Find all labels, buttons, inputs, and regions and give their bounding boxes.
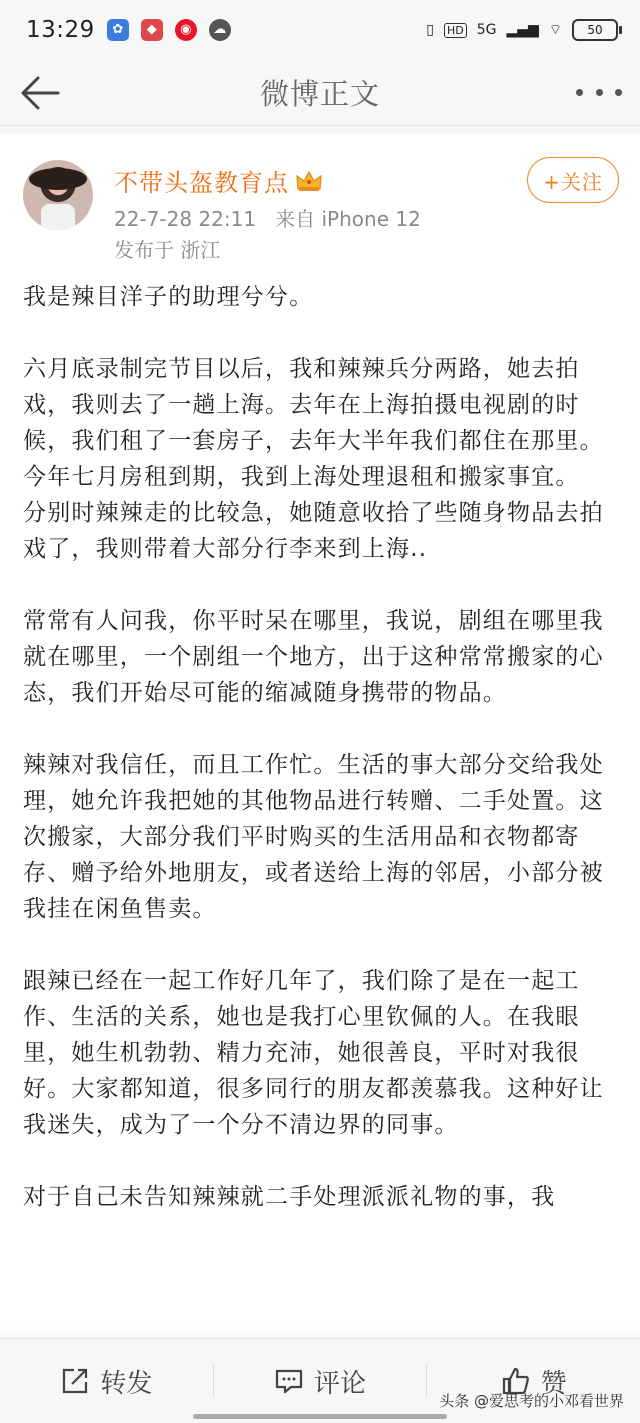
signal-icon: ▂▄▆ (506, 22, 539, 38)
post-card (0, 133, 640, 1333)
post-meta (114, 203, 421, 232)
repost-label: 转发 (100, 1368, 153, 1399)
vibrate-icon: ▯ (426, 22, 434, 38)
home-indicator[interactable] (193, 1414, 447, 1419)
post-body (23, 279, 617, 1215)
status-bar (0, 0, 640, 60)
page-title: 微博正文 (259, 77, 380, 111)
comment-icon (274, 1366, 304, 1396)
watermark: 头条 @爱思考的小邓看世界 (439, 1392, 624, 1410)
post-paragraph: 六月底录制完节目以后，我和辣辣兵分两路，她去拍戏，我则去了一趟上海。去年在上海拍摄电视剧的时候，我们租了一套房子，去年大半年我们都住在那里。今年七月房租到期，我到上海处理退租和搬家事宜。 (23, 356, 604, 490)
comment-label: 评论 (314, 1368, 367, 1399)
post-paragraph: 跟辣已经在一起工作好几年了，我们除了是在一起工作、生活的关系，她也是我打心里钦佩的人。在我眼里，她生机勃勃、精力充沛，她很善良，平时对我很好。大家都知道，很多同行的朋友都羡慕我。这种好让我迷失，成为了一个分不清边界的同事。 (23, 968, 604, 1138)
post-paragraph: 常常有人问我，你平时呆在哪里，我说，剧组在哪里我就在哪里，一个剧组一个地方，出于这种常常搬家的心态，我们开始尽可能的缩减随身携带的物品。 (23, 608, 604, 706)
battery-indicator: 50 (572, 19, 618, 41)
post-paragraph: 分别时辣辣走的比较急，她随意收拾了些随身物品去拍戏了，我则带着大部分行李来到上海.. (23, 500, 604, 562)
nav-bar (0, 60, 640, 126)
avatar[interactable] (23, 160, 93, 230)
post-location: 发布于 浙江 (114, 238, 221, 262)
like-label: 赞 (540, 1368, 567, 1399)
comment-button[interactable] (214, 1351, 427, 1411)
app-notification-icon: ✿ (107, 19, 129, 41)
post-paragraph: 对于自己未告知辣辣就二手处理派派礼物的事，我 (23, 1184, 556, 1210)
more-options-icon[interactable] (576, 74, 622, 110)
follow-button[interactable]: +关注 (527, 157, 619, 203)
weibo-notification-icon: ◉ (175, 19, 197, 41)
vip-crown-icon (295, 169, 323, 193)
post-source: 来自 iPhone 12 (275, 207, 421, 231)
post-timestamp: 22-7-28 22:11 (114, 207, 257, 231)
back-arrow-icon[interactable] (18, 70, 64, 116)
repost-button[interactable] (0, 1351, 213, 1411)
cloud-icon: ☁ (209, 19, 231, 41)
author-row[interactable] (114, 163, 323, 198)
signal-label: 5G (476, 22, 497, 38)
status-time: 13:29 (26, 17, 95, 43)
post-paragraph: 辣辣对我信任，而且工作忙。生活的事大部分交给我处理，她允许我把她的其他物品进行转赠、二手处置。这次搬家，大部分我们平时购买的生活用品和衣物都寄存、赠予给外地朋友，或者送给上海的邻居，小部分被我挂在闲鱼售卖。 (23, 752, 604, 922)
author-name[interactable]: 不带头盔教育点 (114, 169, 289, 197)
post-paragraph: 我是辣目洋子的助理兮兮。 (23, 284, 314, 310)
app-notification-icon: ◆ (141, 19, 163, 41)
repost-icon (60, 1366, 90, 1396)
hd-icon: HD (444, 23, 467, 38)
wifi-icon: ⌔ (548, 22, 562, 38)
